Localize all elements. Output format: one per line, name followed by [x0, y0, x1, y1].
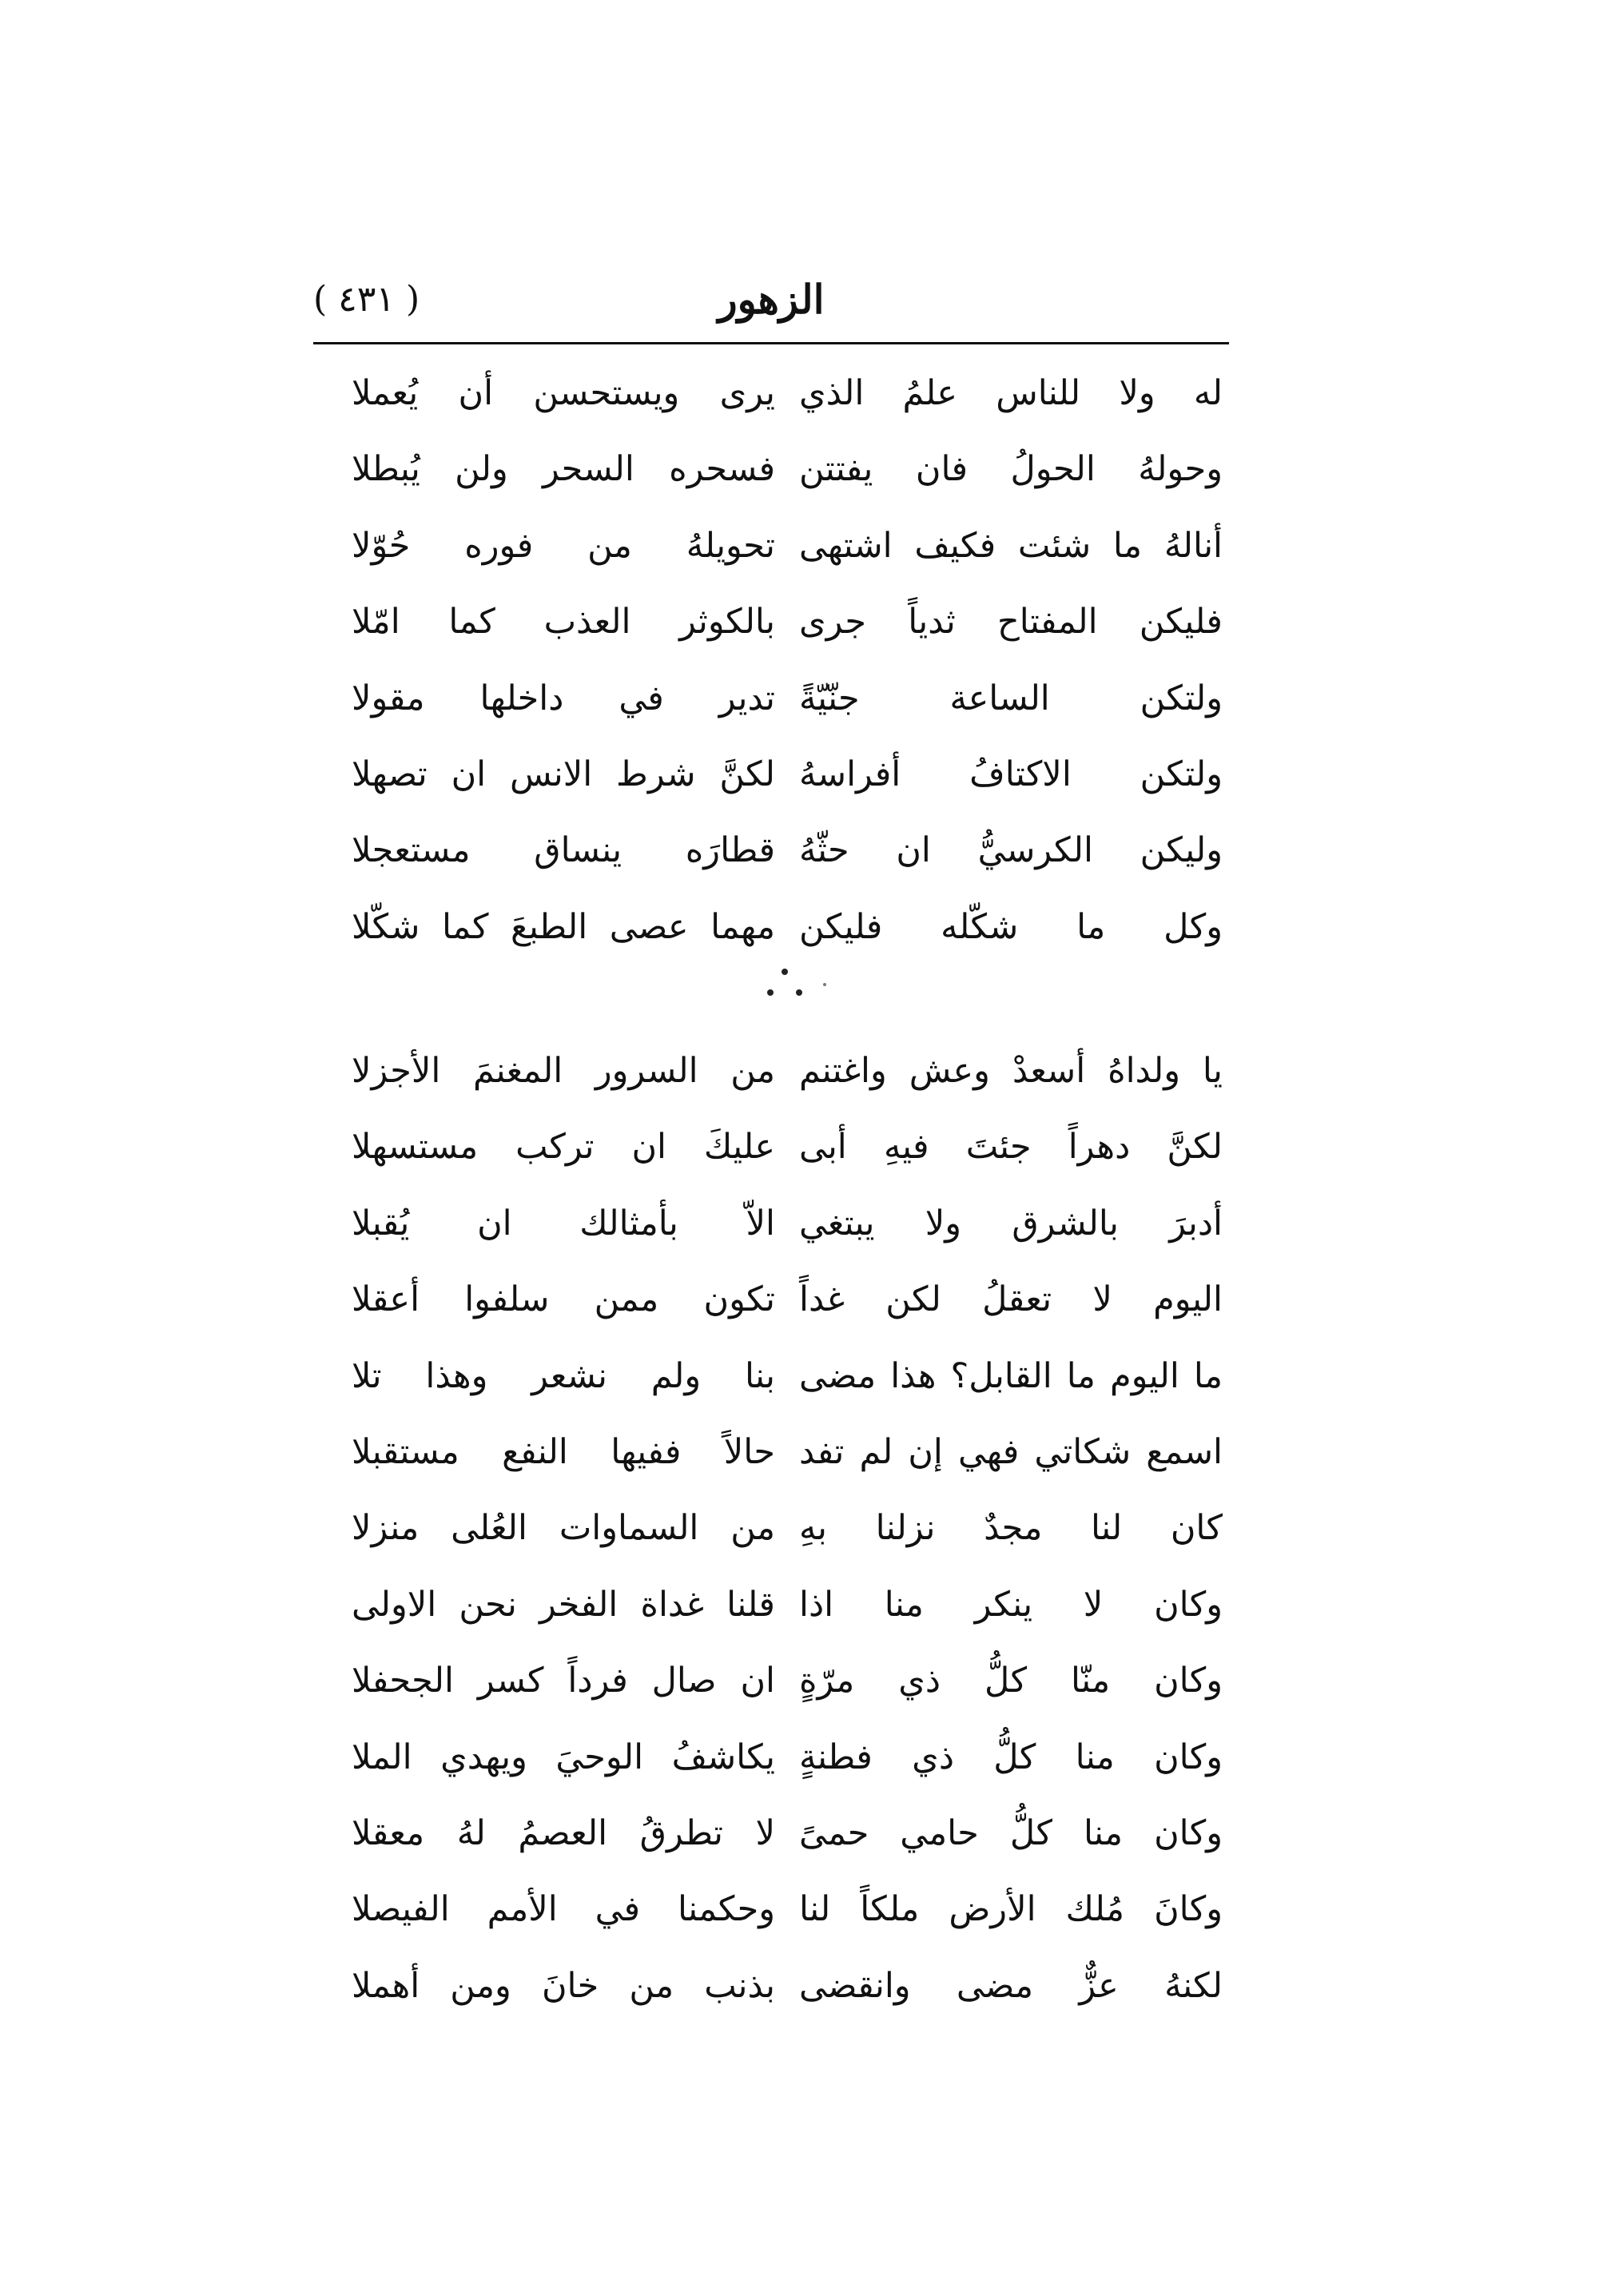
stanza-separator-ornament: [751, 967, 823, 1007]
verse-second-hemistich: بذنب من خانَ ومن أهملا: [352, 1965, 775, 2006]
verse-second-hemistich: من السرور المغنمَ الأجزلا: [352, 1051, 775, 1091]
poem-stanza-one: [352, 356, 1223, 965]
verse-first-hemistich: لكنهُ عزٌّ مضى وانقضى: [799, 1965, 1223, 2006]
verse-line: [352, 356, 1223, 432]
verse-line: [352, 1186, 1223, 1262]
verse-first-hemistich: ما اليوم ما القابل؟ هذا مضى: [799, 1355, 1223, 1396]
verse-second-hemistich: تحويلهُ من فوره حُوّلا: [352, 525, 775, 566]
verse-line: [352, 737, 1223, 813]
verse-line: [352, 889, 1223, 965]
verse-second-hemistich: بنا ولم نشعر وهذا تلا: [352, 1355, 775, 1396]
running-title: الزهور: [718, 276, 825, 323]
verse-second-hemistich: من السماوات العُلى منزلا: [352, 1508, 775, 1549]
verse-line: [352, 1948, 1223, 2024]
verse-first-hemistich: وكانَ مُلك الأرض ملكاً لنا: [799, 1889, 1223, 1930]
verse-second-hemistich: مهما عصى الطبعَ كما شكّلا: [352, 906, 775, 947]
verse-line: [352, 1415, 1223, 1490]
verse-line: [352, 1490, 1223, 1566]
verse-first-hemistich: كان لنا مجدٌ نزلنا بهِ: [799, 1508, 1223, 1549]
verse-line: [352, 1262, 1223, 1338]
verse-line: [352, 813, 1223, 889]
verse-second-hemistich: تكون ممن سلفوا أعقلا: [352, 1279, 775, 1320]
verse-first-hemistich: ولتكن الساعة جنّيّةً: [799, 678, 1223, 718]
verse-first-hemistich: وكان لا ينكر منا اذا: [799, 1584, 1223, 1625]
verse-line: [352, 1720, 1223, 1796]
verse-line: [352, 1109, 1223, 1185]
verse-first-hemistich: وليكن الكرسيُّ ان حثّهُ: [799, 830, 1223, 871]
verse-first-hemistich: وكل ما شكّله فليكن: [799, 906, 1223, 947]
verse-line: [352, 1033, 1223, 1109]
verse-second-hemistich: عليكَ ان تركب مستسهلا: [352, 1127, 775, 1168]
verse-line: [352, 1796, 1223, 1872]
poem-stanza-two: [352, 1033, 1223, 2024]
verse-first-hemistich: وكان منّا كلُّ ذي مرّةٍ: [799, 1661, 1223, 1701]
verse-second-hemistich: ان صال فرداً كسر الجحفلا: [352, 1661, 775, 1701]
verse-first-hemistich: وحولهُ الحولُ فان يفتتن: [799, 449, 1223, 490]
verse-line: [352, 432, 1223, 507]
verse-second-hemistich: يكاشفُ الوحيَ ويهدي الملا: [352, 1737, 775, 1777]
verse-first-hemistich: له ولا للناس علمُ الذي: [799, 373, 1223, 413]
verse-first-hemistich: أدبرَ بالشرق ولا يبتغي: [799, 1203, 1223, 1244]
verse-line: [352, 1339, 1223, 1415]
verse-second-hemistich: وحكمنا في الأمم الفيصلا: [352, 1889, 775, 1930]
page-number: ( ٤٣١ ): [313, 279, 420, 320]
verse-line: [352, 584, 1223, 660]
verse-second-hemistich: لا تطرقُ العصمُ لهُ معقلا: [352, 1813, 775, 1853]
verse-second-hemistich: الاّ بأمثالك ان يُقبلا: [352, 1203, 775, 1244]
page-header: [313, 264, 1229, 336]
verse-line: [352, 1643, 1223, 1719]
verse-second-hemistich: حالاً ففيها النفع مستقبلا: [352, 1431, 775, 1472]
verse-first-hemistich: وكان منا كلُّ ذي فطنةٍ: [799, 1737, 1223, 1777]
verse-first-hemistich: يا ولداهُ أسعدْ وعش واغتنم: [799, 1051, 1223, 1091]
verse-first-hemistich: اليوم لا تعقلُ لكن غداً: [799, 1279, 1223, 1320]
verse-line: [352, 661, 1223, 737]
header-rule: [313, 342, 1229, 344]
verse-first-hemistich: ولتكن الاكتافُ أفراسهُ: [799, 754, 1223, 794]
verse-first-hemistich: فليكن المفتاح ثدياً جرى: [799, 602, 1223, 643]
verse-first-hemistich: لكنَّ دهراً جئتَ فيهِ أبى: [799, 1127, 1223, 1168]
verse-second-hemistich: يرى ويستحسن أن يُعملا: [352, 373, 775, 413]
verse-first-hemistich: وكان منا كلُّ حامي حمىً: [799, 1813, 1223, 1853]
verse-second-hemistich: فسحره السحر ولن يُبطلا: [352, 449, 775, 490]
verse-second-hemistich: تدير في داخلها مقولا: [352, 678, 775, 718]
verse-line: [352, 1567, 1223, 1643]
verse-second-hemistich: لكنَّ شرط الانس ان تصهلا: [352, 754, 775, 794]
verse-first-hemistich: أنالهُ ما شئت فكيف اشتهى: [799, 525, 1223, 566]
verse-second-hemistich: قطارَه ينساق مستعجلا: [352, 830, 775, 871]
verse-line: [352, 1872, 1223, 1948]
verse-first-hemistich: اسمع شكاتي فهي إن لم تفد: [799, 1431, 1223, 1472]
verse-second-hemistich: قلنا غداة الفخر نحن الاولى: [352, 1584, 775, 1625]
verse-line: [352, 508, 1223, 584]
verse-second-hemistich: بالكوثر العذب كما امّلا: [352, 602, 775, 643]
